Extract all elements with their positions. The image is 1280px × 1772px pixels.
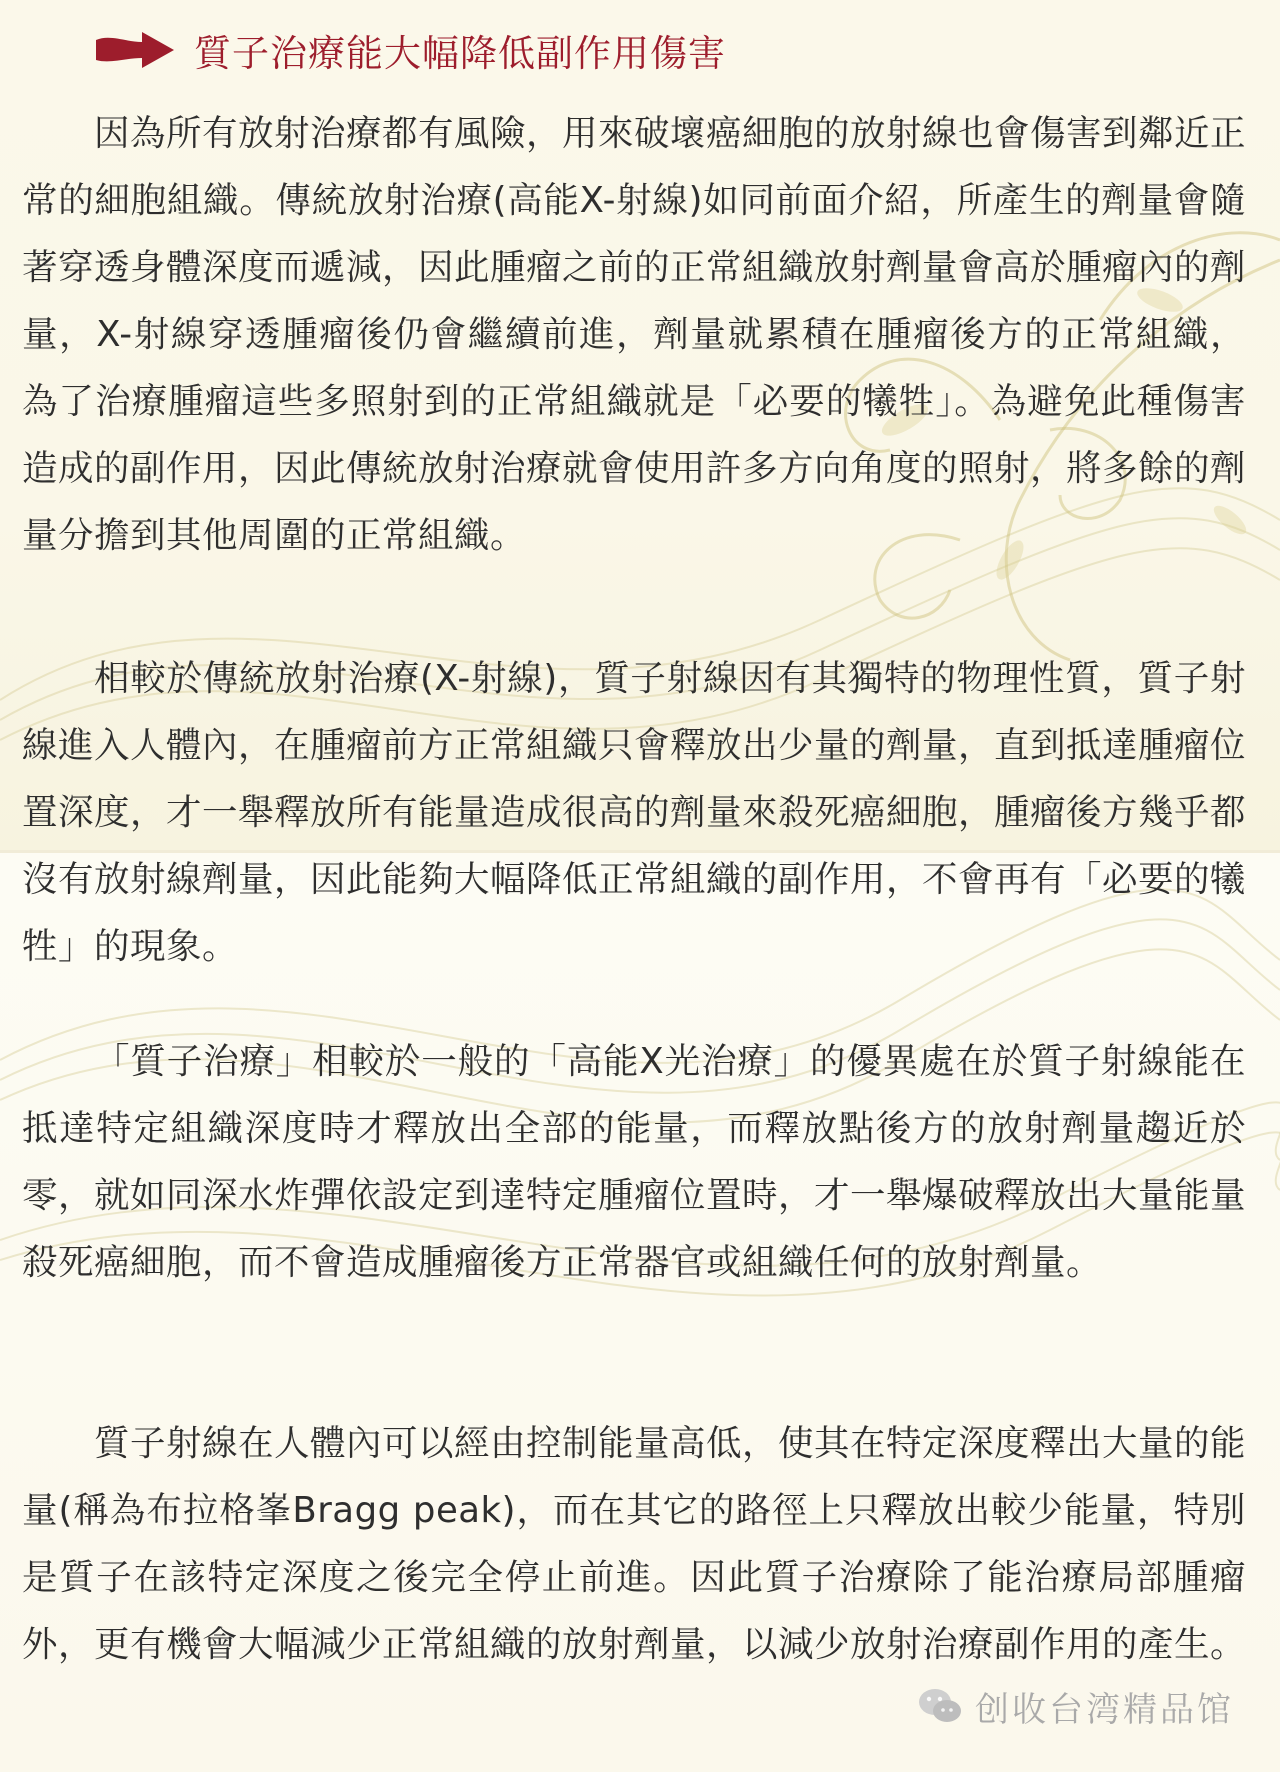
section-heading [96,22,726,78]
watermark [917,1680,1234,1732]
watermark-text: 创收台湾精品馆 [975,1689,1234,1730]
section-title: 質子治療能大幅降低副作用傷害 [194,32,726,75]
paragraph-risk-of-radiation: 因為所有放射治療都有風險，用來破壞癌細胞的放射線也會傷害到鄰近正常的細胞組織。傳統放射治療(高能X-射線)如同前面介紹，所產生的劑量會隨著穿透身體深度而遞減，因此腫瘤之前的正常組織放射劑量會高於腫瘤內的劑量，X-射線穿透腫瘤後仍會繼續前進，劑量就累積在腫瘤後方的正常組織，為了治療腫瘤這些多照射到的正常組織就是「必要的犧牲」。為避免此種傷害造成的副作用，因此傳統放射治療就會使用許多方向角度的照射，將多餘的劑量分擔到其他周圍的正常組織。 [22,113,1247,556]
paragraph-proton-vs-xray: 相較於傳統放射治療(X-射線)，質子射線因有其獨特的物理性質，質子射線進入人體內，在腫瘤前方正常組織只會釋放出少量的劑量，直到抵達腫瘤位置深度，才一舉釋放所有能量造成很高的劑量來殺死癌細胞，腫瘤後方幾乎都沒有放射線劑量，因此能夠大幅降低正常組織的副作用，不會再有「必要的犧牲」的現象。 [22,658,1247,967]
wechat-icon [917,1686,963,1726]
paragraph-bragg-peak: 質子射線在人體內可以經由控制能量高低，使其在特定深度釋出大量的能量(稱為布拉格峯Bragg peak)，而在其它的路徑上只釋放出較少能量，特別是質子在該特定深度之後完全停止前進。因此質子治療除了能治療局部腫瘤外，更有機會大幅減少正常組織的放射劑量，以減少放射治療副作用的產生。 [22,1423,1247,1665]
paragraph-proton-advantage: 「質子治療」相較於一般的「高能X光治療」的優異處在於質子射線能在抵達特定組織深度時才釋放出全部的能量，而釋放點後方的放射劑量趨近於零，就如同深水炸彈依設定到達特定腫瘤位置時，才一舉爆破釋放出大量能量殺死癌細胞，而不會造成腫瘤後方正常器官或組織任何的放射劑量。 [22,1041,1247,1283]
arrow-bullet-icon [96,30,174,70]
